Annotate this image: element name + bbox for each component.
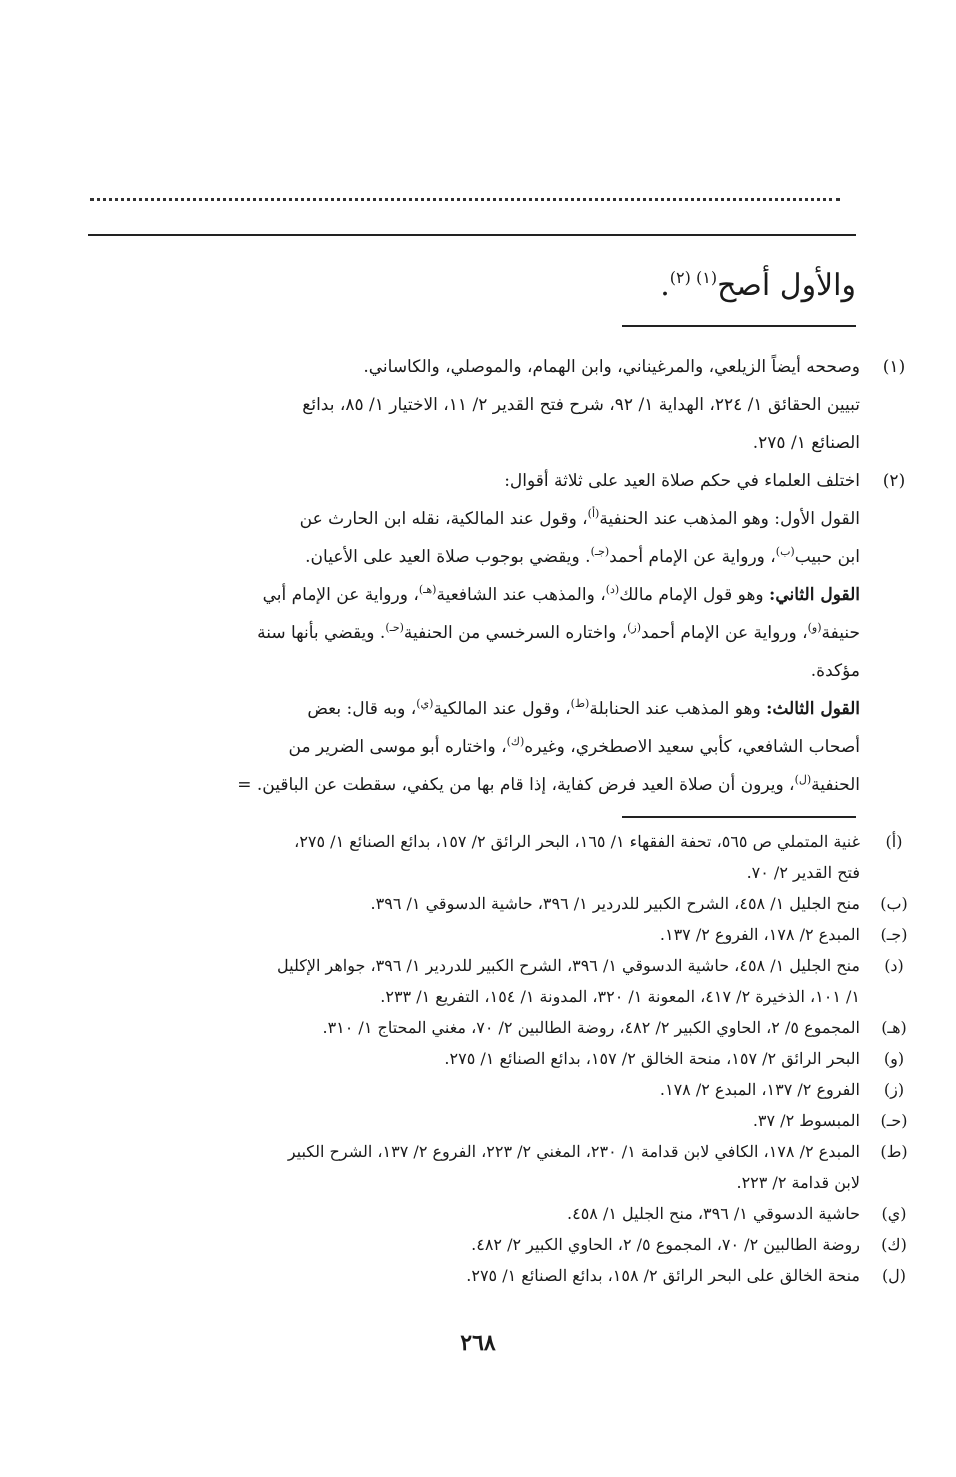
text-run: ابن حبيب — [794, 547, 860, 567]
opinion-2-label: القول الثاني: — [769, 585, 860, 605]
ref-hha: (حـ) — [385, 621, 404, 634]
text-run: ، ورواية عن الإمام أحمد — [641, 623, 808, 643]
opinion-1-line-2 — [144, 538, 860, 576]
sub-note — [90, 1012, 907, 1043]
footnote-intro: اختلف العلماء في حكم صلاة العيد على ثلاثة أقوال: — [504, 471, 860, 491]
sub-note-label: (أ) — [885, 832, 903, 851]
sub-note-label: (ل) — [881, 1266, 907, 1285]
footnote-line: وصححه أيضاً الزيلعي، والمرغيناني، وابن الهمام، والموصلي، والكاساني. — [363, 357, 860, 377]
text-run: وهو المذهب عند الحنابلة — [589, 699, 761, 719]
ref-ya: (ي) — [416, 697, 434, 710]
text-run: ، ويرون أن صلاة العيد فرض كفاية، إذا قام بها من يكفي، سقطت عن الباقين. = — [237, 775, 795, 795]
text-run: وهو المذهب عند الحنفية — [599, 509, 769, 529]
sub-note — [90, 1043, 905, 1074]
footnote-line: الصنائع ١/ ٢٧٥. — [752, 433, 860, 453]
sub-notes-list — [90, 826, 908, 1291]
sub-note-line: لابن قدامة ٢/ ٢٢٣. — [736, 1173, 860, 1192]
sub-note — [90, 1074, 905, 1105]
sub-note-line: منح الجليل ١/ ٤٥٨، حاشية الدسوقي ١/ ٣٩٦، الشرح الكبير للدردير ١/ ٣٩٦، جواهر الإكليل — [277, 956, 860, 975]
sub-note — [90, 1198, 907, 1229]
text-run: ، وقول عند المالكية، نقله ابن الحارث عن — [299, 509, 588, 529]
text-run: ، واختاره السرخسي من الحنفية — [403, 623, 628, 643]
sub-note — [90, 919, 908, 950]
sub-note-label: (حـ) — [880, 1111, 908, 1130]
text-run: . ويقضي بوجوب صلاة العيد على الأعيان. — [305, 547, 591, 567]
sub-note-line: المبدع ٢/ ١٧٨، الكافي لابن قدامة ١/ ٢٣٠، المغني ٢/ ٢٢٣، الفروع ٢/ ١٣٧، الشرح الكبير — [287, 1142, 860, 1161]
ref-ha: (هـ) — [418, 583, 437, 596]
main-end: . — [660, 268, 670, 303]
opinion-2-line-1 — [144, 576, 860, 614]
sub-note-label: (و) — [883, 1049, 905, 1068]
sub-note-label: (ي) — [881, 1204, 907, 1223]
sub-note-line: منح الجليل ١/ ٤٥٨، الشرح الكبير للدردير ١/ ٣٩٦، حاشية الدسوقي ١/ ٣٩٦. — [370, 894, 860, 913]
ref-jeem: (جـ) — [590, 545, 610, 558]
sub-note-label: (جـ) — [880, 925, 908, 944]
text-run: ، واختاره أبو موسى الضرير من — [288, 737, 507, 757]
text-run: ، وقول عند المالكية — [433, 699, 571, 719]
opinion-2-line-3: مؤكدة. — [810, 661, 860, 681]
text-run: وهو قول الإمام مالك — [619, 585, 764, 605]
footnote-number: (٢) — [882, 471, 906, 491]
ref-kaf: (ك) — [506, 735, 525, 748]
ref-waw: (و) — [807, 621, 822, 634]
ref-b: (ب) — [775, 545, 795, 558]
sub-note-line: روضة الطالبين ٢/ ٧٠، المجموع ٥/ ٢، الحاوي الكبير ٢/ ٤٨٢. — [471, 1235, 860, 1254]
sub-note — [90, 888, 908, 919]
opinion-3-line-1 — [144, 690, 860, 728]
text-run: الحنفية — [811, 775, 860, 795]
footnote-2 — [144, 462, 906, 804]
sub-note-label: (ك) — [881, 1235, 907, 1254]
sub-note-line: منحة الخالق على البحر الرائق ٢/ ١٥٨، بدائع الصنائع ١/ ٢٧٥. — [466, 1266, 860, 1285]
text-run: أصحاب الشافعي، كأبي سعيد الاصطخري، وغيره — [524, 737, 860, 757]
sub-note — [90, 826, 903, 888]
opinion-1-line-1 — [144, 500, 860, 538]
opinion-2-line-2 — [144, 614, 860, 652]
sub-note — [90, 1105, 908, 1136]
opinion-3-label: القول الثالث: — [766, 699, 860, 719]
ref-tta: (ط) — [570, 697, 590, 710]
main-text — [660, 256, 856, 308]
opinion-3-line-3 — [144, 766, 860, 804]
ref-lam: (ل) — [794, 773, 812, 786]
sub-note — [90, 1229, 907, 1260]
opinion-1-label: القول الأول: — [774, 509, 860, 529]
ref-dal: (د) — [605, 583, 620, 596]
ref-zay: (ز) — [627, 621, 641, 634]
top-rule — [88, 234, 856, 236]
footnote-separator — [622, 325, 856, 327]
text-run: . ويقضي بأنها سنة — [257, 623, 386, 643]
footnote-line: تبيين الحقائق ١/ ٢٢٤، الهداية ١/ ٩٢، شرح فتح القدير ٢/ ١١، الاختيار ١/ ٨٥، بدائع — [302, 395, 860, 415]
sub-note-label: (ز) — [883, 1080, 905, 1099]
sub-note-line: الفروع ٢/ ١٣٧، المبدع ٢/ ١٧٨. — [659, 1080, 860, 1099]
sub-note-line: المجموع ٥/ ٢، الحاوي الكبير ٢/ ٤٨٢، روضة الطالبين ٢/ ٧٠، مغني المحتاج ١/ ٣١٠. — [322, 1018, 860, 1037]
sub-note — [90, 950, 904, 1012]
text-run: ، والمذهب عند الشافعية — [436, 585, 606, 605]
text-run: حنيفة — [821, 623, 860, 643]
sub-note-line: غنية المتملي ص ٥٦٥، تحفة الفقهاء ١/ ١٦٥، البحر الرائق ٢/ ١٥٧، بدائع الصنائع ١/ ٢٧٥، — [294, 832, 860, 851]
sub-note-line: المبسوط ٢/ ٣٧. — [752, 1111, 860, 1130]
text-run: ، ورواية عن الإمام أحمد — [609, 547, 776, 567]
text-run: ، وبه قال: بعض — [307, 699, 417, 719]
text-run: ، ورواية عن الإمام أبي — [262, 585, 419, 605]
opinion-3-line-2 — [144, 728, 860, 766]
footnote-1 — [144, 348, 906, 462]
footnote-number: (١) — [882, 357, 906, 377]
subnote-separator — [622, 816, 856, 818]
ref-a: (أ) — [587, 507, 600, 520]
page-number: ٢٦٨ — [460, 1330, 496, 1356]
main-sentence: والأول أصح — [717, 268, 856, 303]
sub-note-label: (ب) — [880, 894, 908, 913]
sub-note-label: (ط) — [880, 1142, 908, 1161]
sub-note — [90, 1260, 907, 1291]
sub-note-label: (د) — [884, 956, 904, 975]
sub-note-line: المبدع ٢/ ١٧٨، الفروع ٢/ ١٣٧. — [659, 925, 860, 944]
sub-note-line: حاشية الدسوقي ١/ ٣٩٦، منح الجليل ١/ ٤٥٨. — [567, 1204, 860, 1223]
dotted-separator — [90, 198, 840, 201]
sub-note-line: فتح القدير ٢/ ٧٠. — [746, 863, 860, 882]
sub-note-label: (هـ) — [881, 1018, 907, 1037]
footnote-refs: (١) (٢) — [669, 268, 718, 287]
sub-note-line: البحر الرائق ٢/ ١٥٧، منحة الخالق ٢/ ١٥٧، بدائع الصنائع ١/ ٢٧٥. — [444, 1049, 860, 1068]
sub-note — [90, 1136, 908, 1198]
sub-note-line: ١/ ١٠١، الذخيرة ٢/ ٤١٧، المعونة ١/ ٣٢٠، المدونة ١/ ١٥٤، التفريع ١/ ٢٣٣. — [380, 987, 860, 1006]
